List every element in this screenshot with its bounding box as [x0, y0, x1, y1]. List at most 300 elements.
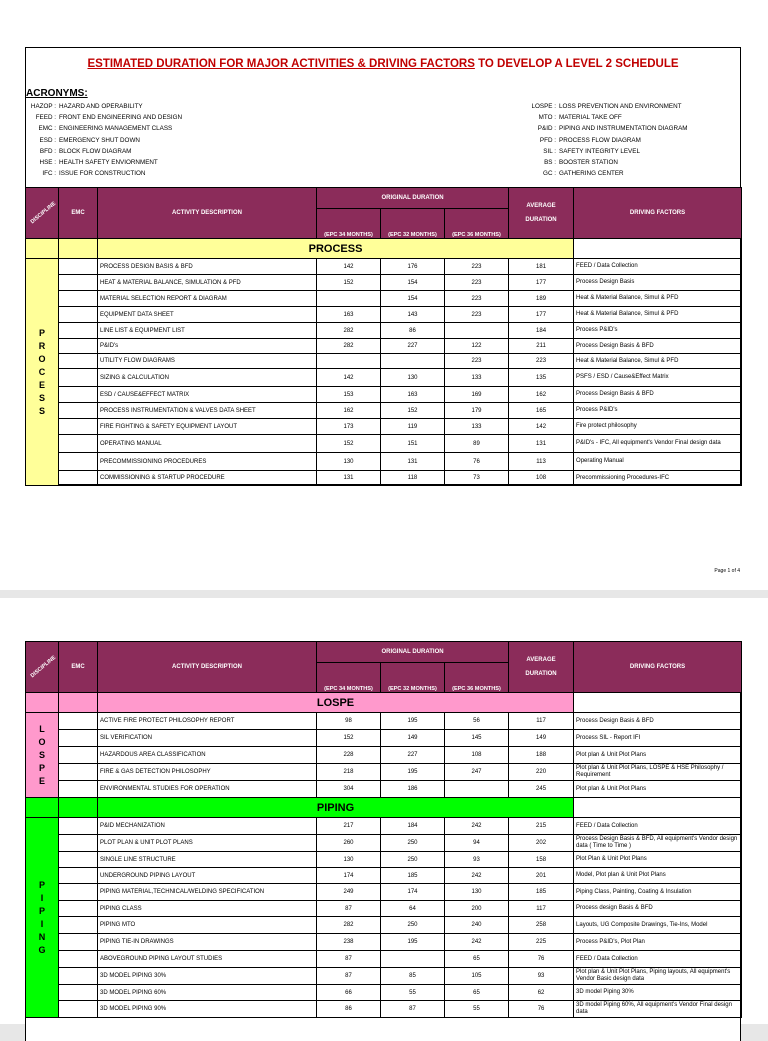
driving-factor-cell: Fire protect philosophy: [574, 419, 742, 435]
duration-cell-a: 217: [317, 818, 381, 835]
discipline-letter: I: [40, 918, 44, 929]
emc-cell: [59, 419, 98, 435]
driving-factor-cell: Heat & Material Balance, Simul & PFD: [574, 354, 742, 369]
section-drv-cell: [574, 239, 742, 259]
duration-cell-c: 65: [445, 951, 509, 968]
acronym-key: PFD :: [539, 136, 556, 144]
activity-cell: UNDERGROUND PIPING LAYOUT: [98, 868, 317, 884]
duration-cell-avg: 188: [509, 747, 574, 764]
duration-cell-b: 154: [381, 275, 445, 291]
duration-cell-b: [381, 354, 445, 369]
emc-cell: [59, 403, 98, 419]
activity-cell: PROCESS DESIGN BASIS & BFD: [98, 259, 317, 275]
activity-cell: PIPING CLASS: [98, 901, 317, 917]
duration-cell-a: 218: [317, 764, 381, 781]
duration-cell-a: 152: [317, 275, 381, 291]
duration-cell-c: 55: [445, 1001, 509, 1018]
emc-cell: [59, 339, 98, 354]
duration-cell-avg: 113: [509, 453, 574, 471]
table-row: [26, 818, 742, 835]
acronyms-left-list: [26, 101, 182, 179]
acronyms-heading: ACRONYMS:: [26, 88, 88, 99]
duration-cell-c: 242: [445, 818, 509, 835]
duration-cell-avg: 258: [509, 917, 574, 934]
activity-cell: PLOT PLAN & UNIT PLOT PLANS: [98, 835, 317, 852]
header-discipline: [26, 188, 59, 239]
emc-cell: [59, 917, 98, 934]
table-row: [26, 852, 742, 868]
acronym-key: LOSPE :: [531, 103, 556, 110]
acronym-key: P&ID :: [537, 125, 556, 133]
section-emc-cell: [59, 693, 98, 713]
driving-factor-cell: Process Design Basis & BFD: [574, 339, 742, 354]
duration-cell-a: 130: [317, 453, 381, 471]
discipline-letter: G: [38, 944, 46, 955]
driving-factor-cell: 3D model Piping 60%, All equipment's Vendor Final design data: [574, 1001, 742, 1018]
discipline-label-piping: [26, 818, 59, 1018]
duration-cell-b: 185: [381, 868, 445, 884]
duration-cell-b: 151: [381, 435, 445, 453]
header-duration-label: DURATION: [525, 671, 557, 677]
driving-factor-cell: Process Design Basis & BFD: [574, 387, 742, 403]
driving-factor-cell: Plot plan & Unit Plot Plans: [574, 781, 742, 798]
duration-cell-c: 169: [445, 387, 509, 403]
table-row: [26, 323, 742, 339]
table-row: [26, 403, 742, 419]
section-row-lospe: [26, 693, 742, 713]
table-row: [26, 387, 742, 403]
duration-cell-c: 122: [445, 339, 509, 354]
activity-cell: P&ID MECHANIZATION: [98, 818, 317, 835]
acronym-key: ESD :: [39, 136, 56, 144]
table-row: [26, 781, 742, 798]
duration-cell-a: 87: [317, 951, 381, 968]
acronym-key: HSE :: [39, 159, 56, 167]
acronym-key: FEED :: [35, 114, 56, 122]
duration-cell-avg: 76: [509, 1001, 574, 1018]
header-average-label: AVERAGE: [526, 203, 556, 209]
duration-cell-a: 142: [317, 369, 381, 387]
acronym-key: HAZOP :: [30, 103, 56, 110]
duration-cell-c: 200: [445, 901, 509, 917]
section-discipline-cell: [26, 239, 59, 259]
duration-cell-avg: 117: [509, 901, 574, 917]
discipline-letter: I: [40, 892, 44, 903]
table-row: [26, 453, 742, 471]
emc-cell: [59, 968, 98, 985]
duration-cell-c: 223: [445, 307, 509, 323]
driving-factor-cell: Plot plan & Unit Plot Plans: [574, 747, 742, 764]
acronym-value: PROCESS FLOW DIAGRAM: [559, 136, 641, 144]
duration-cell-a: 282: [317, 917, 381, 934]
acronym-key: BFD :: [39, 147, 56, 155]
driving-factor-cell: Process Design Basis & BFD, All equipment's Vendor design data ( Time to Time ): [574, 835, 742, 852]
lospe-piping-table: [25, 641, 742, 1018]
driving-factor-cell: Heat & Material Balance, Simul & PFD: [574, 291, 742, 307]
activity-cell: ABOVEGROUND PIPING LAYOUT STUDIES: [98, 951, 317, 968]
acronym-value: GATHERING CENTER: [559, 170, 624, 178]
duration-cell-b: 149: [381, 730, 445, 747]
acronym-row: [26, 157, 182, 168]
duration-cell-a: 282: [317, 323, 381, 339]
activity-cell: MATERIAL SELECTION REPORT & DIAGRAM: [98, 291, 317, 307]
duration-cell-avg: 184: [509, 323, 574, 339]
duration-cell-avg: 108: [509, 471, 574, 486]
duration-cell-b: [381, 951, 445, 968]
duration-cell-a: 260: [317, 835, 381, 852]
duration-cell-avg: 131: [509, 435, 574, 453]
header-discipline: [26, 642, 59, 693]
discipline-label-lospe: [26, 713, 59, 798]
driving-factor-cell: Model, Plot plan & Unit Plot Plans: [574, 868, 742, 884]
duration-cell-b: 64: [381, 901, 445, 917]
duration-cell-a: 304: [317, 781, 381, 798]
acronym-value: ENGINEERING MANAGEMENT CLASS: [59, 125, 173, 133]
emc-cell: [59, 951, 98, 968]
table-row: [26, 419, 742, 435]
acronym-key: IFC :: [42, 170, 56, 178]
header-row: [26, 188, 742, 209]
duration-cell-a: [317, 291, 381, 307]
table-row: [26, 917, 742, 934]
duration-cell-a: 282: [317, 339, 381, 354]
duration-cell-avg: 162: [509, 387, 574, 403]
activity-cell: 3D MODEL PIPING 30%: [98, 968, 317, 985]
emc-cell: [59, 852, 98, 868]
emc-cell: [59, 781, 98, 798]
table-row: [26, 291, 742, 307]
table-row: [26, 868, 742, 884]
header-original-duration: ORIGINAL DURATION: [317, 642, 509, 663]
section-title-process: PROCESS: [98, 239, 574, 259]
acronym-value: LOSS PREVENTION AND ENVIRONMENT: [559, 103, 682, 110]
table-row: [26, 884, 742, 901]
page-2-frame: [25, 641, 741, 1041]
activity-cell: UTILITY FLOW DIAGRAMS: [98, 354, 317, 369]
emc-cell: [59, 730, 98, 747]
discipline-letter: C: [38, 366, 46, 377]
emc-cell: [59, 387, 98, 403]
emc-cell: [59, 868, 98, 884]
acronym-row: [26, 112, 182, 123]
page-1-frame: [25, 47, 741, 485]
driving-factor-cell: Piping Class, Painting, Coating & Insulation: [574, 884, 742, 901]
table-row: [26, 354, 742, 369]
table-row: [26, 968, 742, 985]
duration-cell-a: 98: [317, 713, 381, 730]
title-main: ESTIMATED DURATION FOR MAJOR ACTIVITIES & DRIVING FACTORS: [87, 58, 475, 70]
emc-cell: [59, 934, 98, 951]
driving-factor-cell: Process P&ID's: [574, 323, 742, 339]
duration-cell-a: 152: [317, 730, 381, 747]
driving-factor-cell: Plot plan & Unit Plot Plans, Piping layouts, All equipment's Vendor Basic design data: [574, 968, 742, 985]
discipline-letter: L: [39, 723, 45, 734]
table-row: [26, 713, 742, 730]
acronym-row: [26, 146, 182, 157]
duration-cell-a: 87: [317, 968, 381, 985]
duration-cell-c: 65: [445, 985, 509, 1001]
acronym-value: PIPING AND INSTRUMENTATION DIAGRAM: [559, 125, 688, 133]
section-title-piping: PIPING: [98, 798, 574, 818]
acronym-key: SIL :: [543, 147, 556, 155]
duration-cell-a: 130: [317, 852, 381, 868]
section-drv-cell: [574, 798, 742, 818]
duration-cell-avg: 189: [509, 291, 574, 307]
emc-cell: [59, 764, 98, 781]
duration-cell-b: 131: [381, 453, 445, 471]
table-row: [26, 471, 742, 486]
duration-cell-c: 93: [445, 852, 509, 868]
duration-cell-a: 152: [317, 435, 381, 453]
driving-factor-cell: FEED / Data Collection: [574, 259, 742, 275]
acronym-row: [26, 123, 182, 134]
driving-factor-cell: Process P&ID's: [574, 403, 742, 419]
table-row: [26, 901, 742, 917]
page-2: [0, 598, 768, 1024]
table-row: [26, 275, 742, 291]
duration-cell-c: 223: [445, 259, 509, 275]
duration-cell-b: 174: [381, 884, 445, 901]
table-row: [26, 435, 742, 453]
section-row-piping: [26, 798, 742, 818]
table-row: [26, 951, 742, 968]
activity-cell: COMMISSIONING & STARTUP PROCEDURE: [98, 471, 317, 486]
section-row-process: [26, 239, 742, 259]
duration-cell-b: 195: [381, 934, 445, 951]
duration-cell-avg: 220: [509, 764, 574, 781]
acronym-row: [476, 146, 688, 157]
duration-cell-c: 108: [445, 747, 509, 764]
activity-cell: 3D MODEL PIPING 60%: [98, 985, 317, 1001]
activity-cell: SIL VERIFICATION: [98, 730, 317, 747]
duration-cell-avg: 135: [509, 369, 574, 387]
duration-cell-b: 227: [381, 339, 445, 354]
header-average-label: AVERAGE: [526, 657, 556, 663]
duration-cell-a: 66: [317, 985, 381, 1001]
section-discipline-cell: [26, 693, 59, 713]
acronym-value: FRONT END ENGINEERING AND DESIGN: [59, 114, 183, 122]
header-activity: ACTIVITY DESCRIPTION: [98, 188, 317, 239]
header-emc: EMC: [59, 642, 98, 693]
driving-factor-cell: P&ID's - IFC, All equipment's Vendor Final design data: [574, 435, 742, 453]
emc-cell: [59, 275, 98, 291]
acronym-row: [476, 101, 688, 112]
emc-cell: [59, 901, 98, 917]
activity-cell: LINE LIST & EQUIPMENT LIST: [98, 323, 317, 339]
duration-cell-b: 119: [381, 419, 445, 435]
activity-cell: HEAT & MATERIAL BALANCE, SIMULATION & PFD: [98, 275, 317, 291]
table-row: [26, 985, 742, 1001]
discipline-letter: S: [38, 405, 45, 416]
duration-cell-avg: 158: [509, 852, 574, 868]
duration-cell-avg: 185: [509, 884, 574, 901]
header-emc: EMC: [59, 188, 98, 239]
driving-factor-cell: Plot Plan & Unit Plot Plans: [574, 852, 742, 868]
duration-cell-c: 223: [445, 275, 509, 291]
activity-cell: PIPING MATERIAL,TECHNICAL/WELDING SPECIFICATION: [98, 884, 317, 901]
duration-cell-c: 247: [445, 764, 509, 781]
duration-cell-a: 87: [317, 901, 381, 917]
duration-cell-a: 238: [317, 934, 381, 951]
driving-factor-cell: Operating Manual: [574, 453, 742, 471]
header-duration-label: DURATION: [525, 217, 557, 223]
driving-factor-cell: 3D model Piping 30%: [574, 985, 742, 1001]
emc-cell: [59, 818, 98, 835]
activity-cell: SINGLE LINE STRUCTURE: [98, 852, 317, 868]
duration-cell-c: 73: [445, 471, 509, 486]
duration-cell-avg: 202: [509, 835, 574, 852]
duration-cell-c: 242: [445, 868, 509, 884]
table-row: [26, 764, 742, 781]
acronym-key: MTO :: [538, 114, 556, 122]
activity-cell: SIZING & CALCULATION: [98, 369, 317, 387]
duration-cell-avg: 211: [509, 339, 574, 354]
activity-cell: PROCESS INSTRUMENTATION & VALVES DATA SHEET: [98, 403, 317, 419]
discipline-letters: [28, 879, 56, 957]
discipline-label-process: [26, 259, 59, 486]
acronym-row: [26, 168, 182, 179]
discipline-letters: [28, 723, 56, 788]
header-epc34: (EPC 34 MONTHS): [317, 209, 381, 239]
activity-cell: ENVIRONMENTAL STUDIES FOR OPERATION: [98, 781, 317, 798]
header-epc32: (EPC 32 MONTHS): [381, 663, 445, 693]
driving-factor-cell: Precommissioning Procedures-IFC: [574, 471, 742, 486]
driving-factor-cell: PSFS / ESD / Cause&Effect Matrix: [574, 369, 742, 387]
duration-cell-avg: 245: [509, 781, 574, 798]
discipline-letter: O: [38, 353, 46, 364]
acronyms-right-list: [476, 101, 688, 179]
duration-cell-avg: 215: [509, 818, 574, 835]
acronym-row: [26, 135, 182, 146]
activity-cell: PIPING TIE-IN DRAWINGS: [98, 934, 317, 951]
driving-factor-cell: Plot plan & Unit Plot Plans, LOSPE & HSE Philosophy / Requirement: [574, 764, 742, 781]
emc-cell: [59, 354, 98, 369]
driving-factor-cell: Layouts, UG Composite Drawings, Tie-Ins, Model: [574, 917, 742, 934]
header-activity: ACTIVITY DESCRIPTION: [98, 642, 317, 693]
header-original-duration: ORIGINAL DURATION: [317, 188, 509, 209]
duration-cell-b: 143: [381, 307, 445, 323]
duration-cell-a: 163: [317, 307, 381, 323]
acronym-row: [476, 157, 688, 168]
duration-cell-a: 153: [317, 387, 381, 403]
duration-cell-b: 87: [381, 1001, 445, 1018]
duration-cell-b: 195: [381, 764, 445, 781]
table-row: [26, 747, 742, 764]
emc-cell: [59, 323, 98, 339]
acronym-row: [476, 135, 688, 146]
emc-cell: [59, 835, 98, 852]
activity-cell: PRECOMMISSIONING PROCEDURES: [98, 453, 317, 471]
duration-cell-c: 240: [445, 917, 509, 934]
duration-cell-c: 94: [445, 835, 509, 852]
activity-cell: ESD / CAUSE&EFFECT MATRIX: [98, 387, 317, 403]
discipline-letter: E: [38, 775, 45, 786]
duration-cell-b: 250: [381, 852, 445, 868]
duration-cell-c: 179: [445, 403, 509, 419]
discipline-letter: E: [38, 379, 45, 390]
acronym-row: [26, 101, 182, 112]
duration-cell-avg: 225: [509, 934, 574, 951]
section-drv-cell: [574, 693, 742, 713]
duration-cell-c: [445, 781, 509, 798]
duration-cell-c: 145: [445, 730, 509, 747]
duration-cell-avg: 201: [509, 868, 574, 884]
duration-cell-c: 130: [445, 884, 509, 901]
activity-cell: OPERATING MANUAL: [98, 435, 317, 453]
header-average-duration: [509, 188, 574, 239]
activity-cell: EQUIPMENT DATA SHEET: [98, 307, 317, 323]
driving-factor-cell: FEED / Data Collection: [574, 818, 742, 835]
duration-cell-a: 228: [317, 747, 381, 764]
duration-cell-c: 133: [445, 419, 509, 435]
discipline-letters: [28, 327, 56, 418]
duration-cell-avg: 177: [509, 307, 574, 323]
duration-cell-a: 131: [317, 471, 381, 486]
section-emc-cell: [59, 798, 98, 818]
header-epc36: (EPC 36 MONTHS): [445, 663, 509, 693]
acronym-value: HEALTH SAFETY ENVIORNMENT: [59, 159, 158, 167]
duration-cell-a: 162: [317, 403, 381, 419]
acronym-key: EMC :: [38, 125, 56, 133]
activity-cell: P&ID's: [98, 339, 317, 354]
discipline-letter: P: [38, 327, 45, 338]
table-row: [26, 730, 742, 747]
emc-cell: [59, 291, 98, 307]
duration-cell-b: 184: [381, 818, 445, 835]
discipline-letter: O: [38, 736, 46, 747]
emc-cell: [59, 307, 98, 323]
duration-cell-avg: 223: [509, 354, 574, 369]
acronym-row: [476, 168, 688, 179]
driving-factor-cell: Process Design Basis: [574, 275, 742, 291]
emc-cell: [59, 471, 98, 486]
duration-cell-a: 173: [317, 419, 381, 435]
duration-cell-b: 152: [381, 403, 445, 419]
activity-cell: 3D MODEL PIPING 90%: [98, 1001, 317, 1018]
duration-cell-b: 227: [381, 747, 445, 764]
emc-cell: [59, 435, 98, 453]
page-title: [26, 58, 740, 70]
acronym-key: GC :: [543, 170, 556, 178]
activity-cell: HAZARDOUS AREA CLASSIFICATION: [98, 747, 317, 764]
acronym-row: [476, 123, 688, 134]
header-row: [26, 642, 742, 663]
duration-cell-avg: 165: [509, 403, 574, 419]
discipline-letter: P: [38, 905, 45, 916]
duration-cell-b: 86: [381, 323, 445, 339]
duration-cell-avg: 93: [509, 968, 574, 985]
acronym-value: BLOCK FLOW DIAGRAM: [59, 147, 132, 155]
emc-cell: [59, 369, 98, 387]
duration-cell-c: [445, 323, 509, 339]
duration-cell-a: 86: [317, 1001, 381, 1018]
section-title-lospe: LOSPE: [98, 693, 574, 713]
table-row: [26, 259, 742, 275]
discipline-letter: P: [38, 762, 45, 773]
discipline-letter: S: [38, 749, 45, 760]
header-discipline-label: DISCIPLINE: [29, 200, 58, 226]
section-discipline-cell: [26, 798, 59, 818]
duration-cell-c: 133: [445, 369, 509, 387]
table-row: [26, 1001, 742, 1018]
header-discipline-label: DISCIPLINE: [29, 654, 58, 680]
duration-cell-avg: 62: [509, 985, 574, 1001]
duration-cell-b: 130: [381, 369, 445, 387]
emc-cell: [59, 985, 98, 1001]
activity-cell: FIRE & GAS DETECTION PHILOSOPHY: [98, 764, 317, 781]
table-row: [26, 835, 742, 852]
duration-cell-b: 85: [381, 968, 445, 985]
